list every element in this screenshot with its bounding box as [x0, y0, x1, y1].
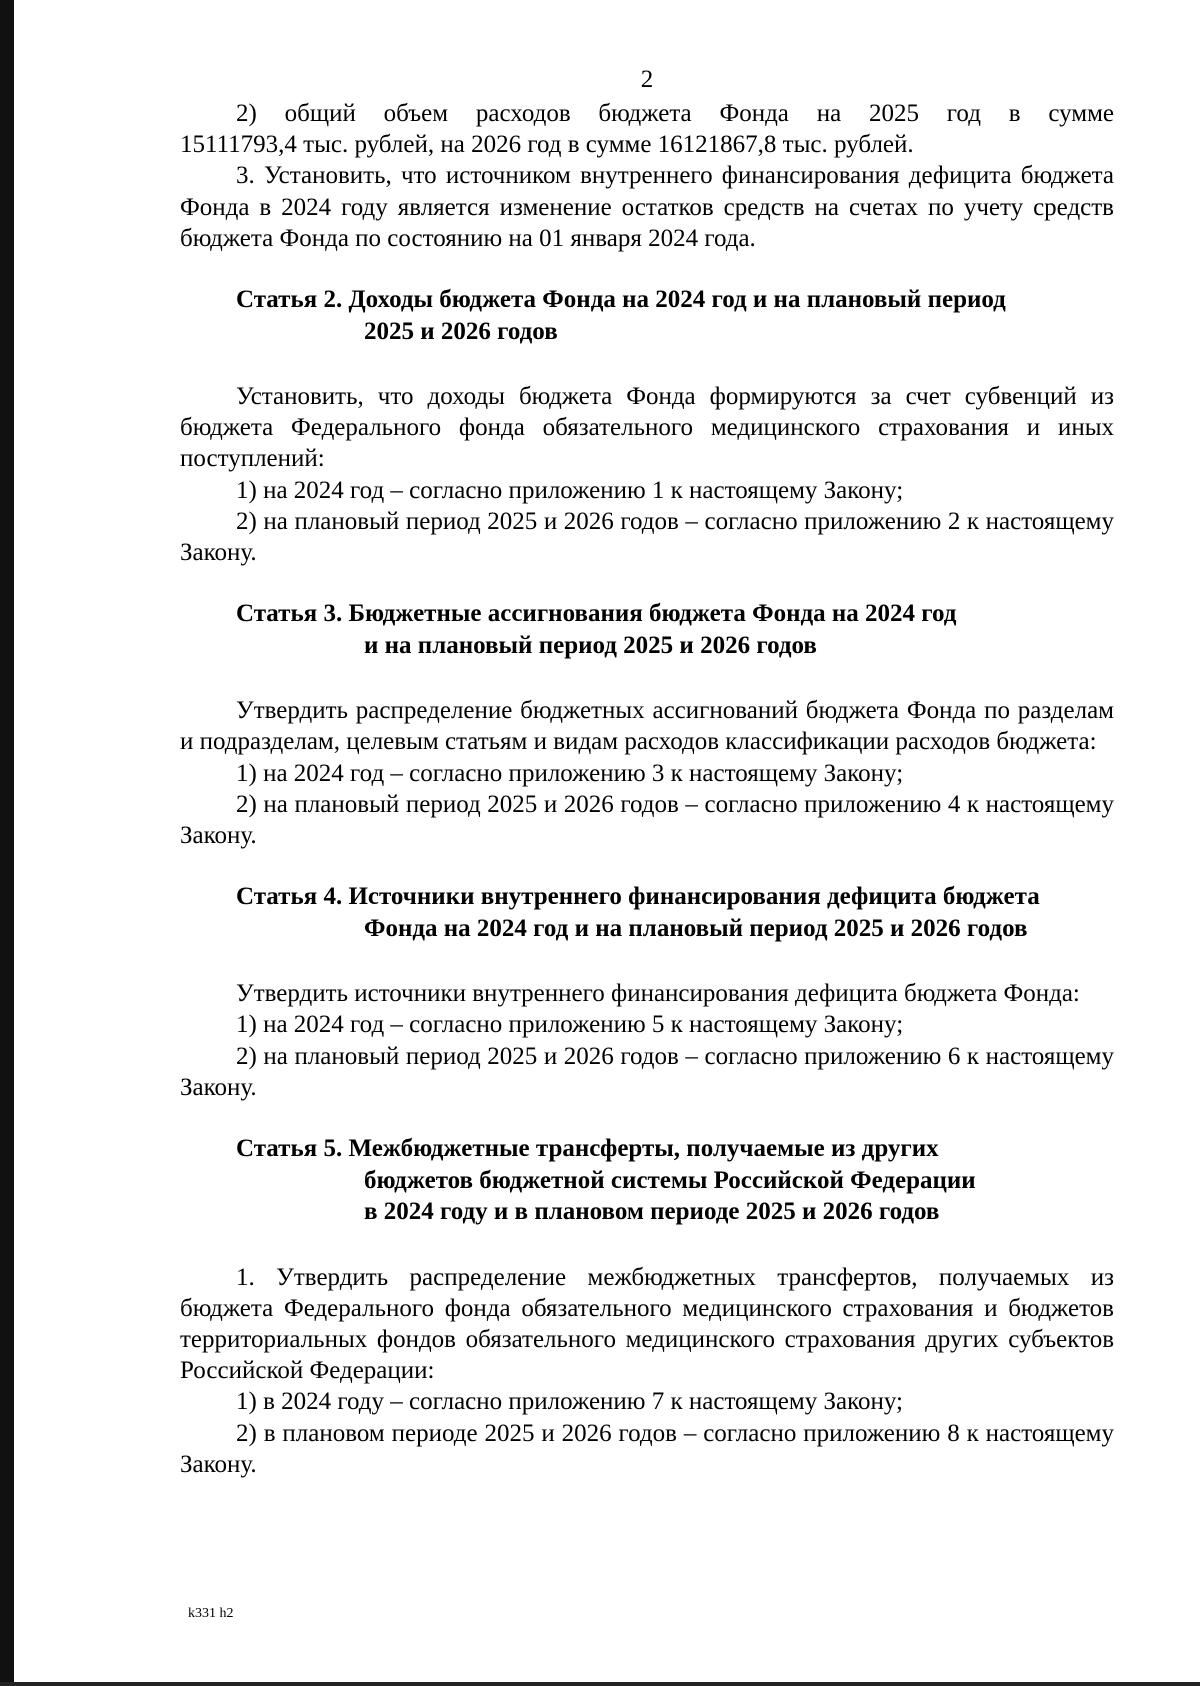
page-number: 2	[640, 66, 654, 93]
article-5-item-2: 2) в плановом периоде 2025 и 2026 годов – согласно приложению 8 к настоящему Закону.	[180, 1419, 1114, 1478]
scan-left-edge	[0, 0, 14, 1686]
document-code: k331 h2	[188, 1606, 234, 1621]
article-4-heading-line2: Фонда на 2024 год и на плановый период 2025 и 2026 годов	[364, 914, 1028, 942]
article-5-heading	[236, 1133, 1114, 1228]
article-3-intro: Утвердить распределение бюджетных ассигнований бюджета Фонда по разделам и подразделам, целевым статьям и видам расходов классификации расходов бюджета:	[180, 697, 1114, 756]
article-3-item-1: 1) на 2024 год – согласно приложению 3 к настоящему Закону;	[236, 759, 904, 787]
article-4-item-1: 1) на 2024 год – согласно приложению 5 к настоящему Закону;	[236, 1011, 904, 1039]
article-3-heading	[236, 598, 1114, 661]
article-2-intro: Установить, что доходы бюджета Фонда формируются за счет субвенций из бюджета Федерального фонда обязательного медицинского страхования и иных поступлений:	[180, 383, 1114, 473]
paragraph-deficit-source: 3. Установить, что источником внутреннего финансирования дефицита бюджета Фонда в 2024 году является изменение остатков средств на счетах по учету средств бюджета Фонда по состоянию на 01 января 2024 года.	[180, 162, 1114, 252]
article-2-heading-line2: 2025 и 2026 годов	[364, 317, 558, 345]
article-2-item-1: 1) на 2024 год – согласно приложению 1 к настоящему Закону;	[236, 476, 904, 504]
article-4-heading-line1: Статья 4. Источники внутреннего финансирования дефицита бюджета	[236, 883, 1040, 911]
article-5-item-1: 1) в 2024 году – согласно приложению 7 к настоящему Закону;	[236, 1388, 903, 1416]
scan-bottom-edge	[0, 1682, 1200, 1686]
document-page	[180, 64, 1114, 1480]
article-4-intro: Утвердить источники внутреннего финансирования дефицита бюджета Фонда:	[236, 980, 1080, 1008]
paragraph-expenses-line1: 2) общий объем расходов бюджета Фонда на 2025 год в сумме	[236, 100, 1114, 127]
article-2-item-2: 2) на плановый период 2025 и 2026 годов – согласно приложению 2 к настоящему Закону.	[180, 507, 1114, 567]
article-3-item-2: 2) на плановый период 2025 и 2026 годов – согласно приложению 4 к настоящему Закону.	[180, 790, 1114, 850]
paragraph-expenses-line2: 15111793,4 тыс. рублей, на 2026 год в сумме 16121867,8 тыс. рублей.	[180, 131, 914, 159]
article-2-heading	[236, 284, 1114, 347]
article-3-heading-line2: и на плановый период 2025 и 2026 годов	[364, 631, 817, 659]
article-4-item-2: 2) на плановый период 2025 и 2026 годов – согласно приложению 6 к настоящему Закону.	[180, 1042, 1114, 1101]
article-4-heading	[236, 881, 1114, 944]
article-5-intro: 1. Утвердить распределение межбюджетных трансфертов, получаемых из бюджета Федерального фонда обязательного медицинского страхования и бюджетов территориальных фондов обязательного медицинского страхования других субъектов Российской Федерации:	[180, 1263, 1114, 1385]
article-3-heading-line1: Статья 3. Бюджетные ассигнования бюджета Фонда на 2024 год	[236, 600, 957, 628]
article-2-heading-line1: Статья 2. Доходы бюджета Фонда на 2024 год и на плановый период	[236, 286, 1006, 314]
article-5-heading-line1: Статья 5. Межбюджетные трансферты, получаемые из других	[236, 1135, 939, 1163]
article-5-heading-line3: в 2024 году и в плановом периоде 2025 и 2026 годов	[364, 1198, 940, 1226]
article-5-heading-line2: бюджетов бюджетной системы Российской Федерации	[364, 1166, 976, 1194]
